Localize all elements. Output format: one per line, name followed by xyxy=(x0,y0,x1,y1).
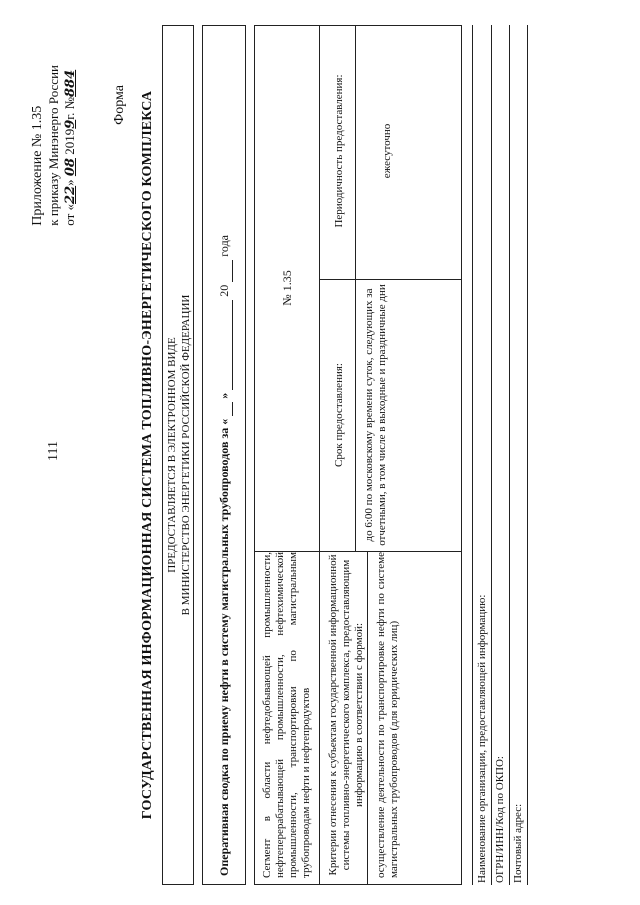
segment-cell: Сегмент в области нефтедобывающей промышленности, нефтеперерабатывающей промышленности, нефтехимической промышленности, транспортировки по магистральным трубопроводам нефти и нефтепродуктов xyxy=(261,552,312,878)
form-number-cell: № 1.35 xyxy=(280,270,294,306)
org-address-rule xyxy=(527,25,528,885)
date-mid1: » xyxy=(62,176,77,186)
criteria-cell: Критерии отнесения к субъектам государственной информационной системы топливно-энергетического комплекса, предоставляющим информацию в соответствии с формой: xyxy=(327,554,365,876)
org-block-top-rule xyxy=(472,25,473,885)
deadline-cell: до 6:00 по московскому времени суток, следующих за отчетными, в том числе в выходные и праздничные дни xyxy=(363,284,388,546)
appendix-date xyxy=(62,65,79,226)
summary-box xyxy=(202,25,246,885)
rotated-form-page xyxy=(20,25,620,885)
summary-year-word: года xyxy=(217,234,231,257)
page-number: 111 xyxy=(46,441,61,461)
handwritten-order-number: 884 xyxy=(63,69,78,97)
provide-line1: ПРЕДОСТАВЛЯЕТСЯ В ЭЛЕКТРОННОМ ВИДЕ xyxy=(166,337,178,573)
provide-box xyxy=(162,25,194,885)
summary-title xyxy=(217,235,233,876)
date-mid3: г. № xyxy=(62,96,77,120)
blank-year xyxy=(217,260,233,282)
org-ogrn-label: ОГРН/ИНН/Код по ОКПО: xyxy=(494,756,506,883)
provide-line2: В МИНИСТЕРСТВО ЭНЕРГЕТИКИ РОССИЙСКОЙ ФЕДЕРАЦИИ xyxy=(180,294,192,616)
appendix-order: к приказу Минэнерго России xyxy=(46,65,61,226)
main-title: ГОСУДАРСТВЕННАЯ ИНФОРМАЦИОННАЯ СИСТЕМА ТОПЛИВНО-ЭНЕРГЕТИЧЕСКОГО КОМПЛЕКСА xyxy=(140,90,155,820)
table-divider-row2 xyxy=(355,26,356,552)
activity-cell: осуществление деятельности по транспортировке нефти по системе магистральных трубопроводов (для юридических лиц) xyxy=(375,552,400,878)
handwritten-day: 22 xyxy=(63,185,78,204)
appendix-title: Приложение № 1.35 xyxy=(30,105,45,226)
info-table xyxy=(254,25,462,885)
date-prefix: от « xyxy=(62,203,77,226)
period-header-cell: Периодичность предоставления: xyxy=(333,74,345,228)
date-mid2: 2019 xyxy=(62,128,77,159)
frequency-cell: ежесуточно xyxy=(381,123,393,179)
summary-year-prefix: 20 xyxy=(217,284,231,297)
org-name-label: Наименование организации, предоставляющей информацию: xyxy=(476,594,488,883)
summary-mid: » xyxy=(217,392,231,399)
form-label: Форма xyxy=(112,85,127,125)
summary-title-text: Оперативная сводка по приему нефти в систему магистральных трубопроводов за « xyxy=(217,418,231,876)
table-divider-row1 xyxy=(319,26,320,884)
org-ogrn-rule xyxy=(509,25,510,885)
org-address-label: Почтовый адрес: xyxy=(512,803,524,883)
handwritten-month: 08 xyxy=(63,158,78,177)
org-name-rule xyxy=(491,25,492,885)
blank-month xyxy=(217,300,233,390)
handwritten-year-suffix: 9 xyxy=(63,119,78,129)
table-divider-row3 xyxy=(367,552,368,884)
blank-day xyxy=(217,402,233,416)
term-header-cell: Срок предоставления: xyxy=(333,363,345,467)
appendix-header xyxy=(30,65,79,226)
